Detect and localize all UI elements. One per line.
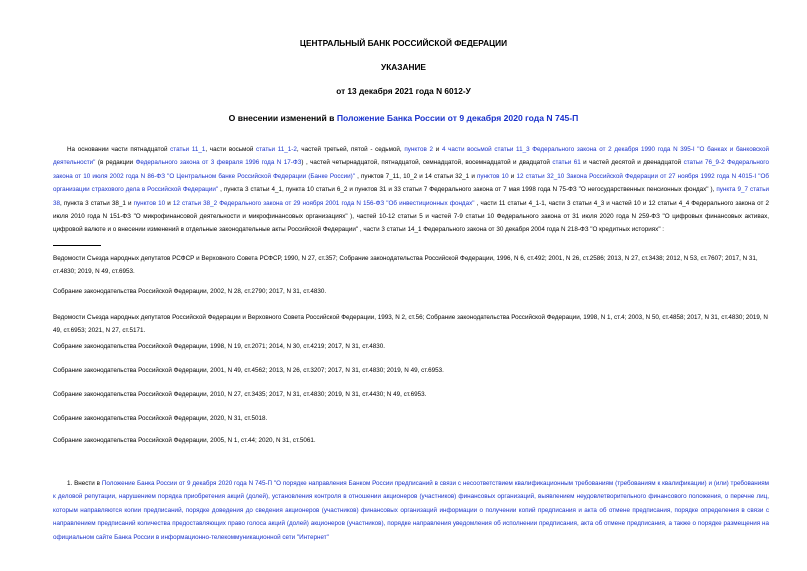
item-1-paragraph (53, 477, 769, 544)
footnote-text: Собрание законодательства Российской Федерации, 2002, N 28, ст.2790; 2017, N 31, ст.4830. (53, 288, 327, 295)
preamble-text: , части 11 статьи 4_1-1, части 3 статьи 4_3 и частей 10 и 12 статьи 4_4 Федерального закона от 2 июля 2010 года N 151-ФЗ "О микрофинансовой деятельности и микрофинансовых организациях" ), частей 10-12 статьи 5 и частей 7-9 статьи 10 Федерального закона от 31 июля 2020 года N 259-ФЗ "О цифровых финансовых активах, цифровой валюте и о внесении изменений в отдельные законодательные акты Российской Федерации" , части 3 статьи 14_1 Федерального закона от 30 декабря 2004 года N 218-ФЗ "О кредитных историях" : (53, 199, 769, 234)
preamble-text: и (433, 146, 442, 153)
footnote (53, 252, 769, 279)
preamble-paragraph (53, 143, 769, 237)
preamble-link[interactable]: 12 статьи 38_2 Федерального закона от 29 ноября 2001 года N 156-ФЗ "Об инвестиционных фондах" (172, 199, 475, 207)
preamble-link[interactable]: пунктов 10 (133, 199, 166, 207)
preamble-text: (в редакции (95, 159, 136, 167)
document-type-heading: УКАЗАНИЕ (381, 62, 426, 72)
preamble-link[interactable]: 12 статьи 32_10 Закона Российской Федерации от 27 ноября 1992 года N 4015-I "Об организации страхового дела в Российской Федерации" (53, 172, 769, 194)
title-link[interactable]: Положение Банка России от 9 декабря 2020 года N 745-П (336, 113, 579, 123)
footnote (53, 311, 769, 338)
preamble-text: , пункта 3 статьи 38_1 и (60, 199, 134, 207)
preamble-text: , части восьмой (205, 146, 257, 153)
preamble-link[interactable]: статьи 76_9-2 Федерального закона от 10 июля 2002 года N 86-ФЗ "О Центральном банке Российской Федерации (Банке России)" (53, 159, 769, 180)
preamble-text: и (165, 199, 173, 207)
preamble-link[interactable]: статьи 11_1 (170, 146, 206, 153)
footnote-separator (53, 245, 101, 246)
preamble-link[interactable]: статьи 61 (552, 159, 581, 167)
preamble-text: , пунктов 7_11, 10_2 и 14 статьи 32_1 и (355, 172, 477, 180)
footnote (53, 434, 769, 447)
preamble-link[interactable]: статьи 11_1-2 (256, 146, 297, 153)
document-date-heading: от 13 декабря 2021 года N 6012-У (336, 86, 471, 96)
footnote-text: Собрание законодательства Российской Федерации, 2001, N 49, ст.4562; 2013, N 26, ст.3207; 2017, N 31, ст.4830; 2019, N 49, ст.6953. (53, 367, 444, 374)
preamble-link[interactable]: Федерального закона от 3 февраля 1996 года N 17-ФЗ (135, 159, 302, 167)
footnote (53, 388, 769, 401)
item1-text: 1. Внести в (67, 480, 102, 487)
preamble-text: ) , частей четырнадцатой, пятнадцатой, семнадцатой, восемнадцатой и двадцатой (301, 159, 553, 167)
preamble-text: , пункта 3 статьи 4_1, пункта 10 статьи 6_2 и пунктов 31 и 33 статьи 7 Федерального закона от 7 мая 1998 года N 75-ФЗ "О негосударственных пенсионных фондах" ), (218, 186, 717, 194)
footnote-text: Собрание законодательства Российской Федерации, 2010, N 27, ст.3435; 2017, N 31, ст.4830; 2019, N 31, ст.4430; N 49, ст.6953. (53, 391, 427, 398)
issuer-heading: ЦЕНТРАЛЬНЫЙ БАНК РОССИЙСКОЙ ФЕДЕРАЦИИ (299, 38, 508, 48)
footnote-text: Ведомости Съезда народных депутатов Российской Федерации и Верховного Совета Российской Федерации, 1993, N 2, ст.56; Собрание законодательства Российской Федерации, 1998, N 1, ст.4; 2003, N 50, ст.4858; 2017, N 31, ст.4830; 2019, N 49, ст.6953; 2021, N 27, ст.5171. (53, 314, 768, 335)
footnote-text: Собрание законодательства Российской Федерации, 2020, N 31, ст.5018. (53, 415, 268, 422)
preamble-text: На основании части пятнадцатой (67, 146, 171, 153)
footnote-text: Собрание законодательства Российской Федерации, 1998, N 19, ст.2071; 2014, N 30, ст.4219; 2017, N 31, ст.4830. (53, 343, 386, 350)
preamble-link[interactable]: 4 (441, 146, 446, 153)
preamble-link[interactable]: части восьмой статьи 11_3 Федерального закона от 2 декабря 1990 года N 395-I "О банках и банковской деятельности" (53, 146, 770, 167)
preamble-link[interactable]: пунктов 10 (476, 172, 509, 180)
footnote (53, 364, 769, 377)
preamble-text: и (508, 172, 517, 180)
footnote-text: Собрание законодательства Российской Федерации, 2005, N 1, ст.44; 2020, N 31, ст.5061. (53, 437, 316, 444)
preamble-link[interactable]: пунктов 2 (404, 146, 434, 153)
preamble-link[interactable]: пункта 9_7 статьи 38 (53, 186, 769, 207)
title-prefix: О внесении изменений в (228, 113, 337, 123)
preamble-text: , частей третьей, пятой - седьмой, (296, 146, 405, 153)
item1-link[interactable]: Положение Банка России от 9 декабря 2020 года N 745-П "О порядке направления Банком России предписаний в связи с несоответствием квалификационным требованиям (требованиям к квалификации) и (или) требованиям к деловой репутации, нарушением порядка приобретения акций (долей), установления контроля в отношении акционеров (участников) финансовых организаций, выявлением неудовлетворительного финансового положения, о перечне лиц, которым направляются копии предписаний, порядке доведения до сведения акционеров (участников) финансовых организаций информации о получении копий предписания и акта об отмене предписания, порядке определения в связи с направлением предписаний количества предоставляющих право голоса акций (долей) акционеров (участников), порядке направления уведомления об исполнении предписания, акта об отмене предписания, а также о порядке размещения на официальном сайте Банка России в информационно-телекоммуникационной сети "Интернет" (53, 480, 769, 541)
footnote (53, 285, 769, 298)
footnote-text: Ведомости Съезда народных депутатов РСФСР и Верховного Совета РСФСР, 1990, N 27, ст.357; Собрание законодательства Российской Федерации, 1996, N 6, ст.492; 2001, N 26, ст.2586; 2013, N 27, ст.3438; 2012, N 53, ст.7607; 2017, N 31, ст.4830; 2019, N 49, ст.6953. (53, 255, 758, 276)
document-title (0, 113, 807, 123)
preamble-text: и частей десятой и двенадцатой (580, 159, 684, 167)
footnote (53, 340, 769, 353)
footnote (53, 412, 769, 425)
